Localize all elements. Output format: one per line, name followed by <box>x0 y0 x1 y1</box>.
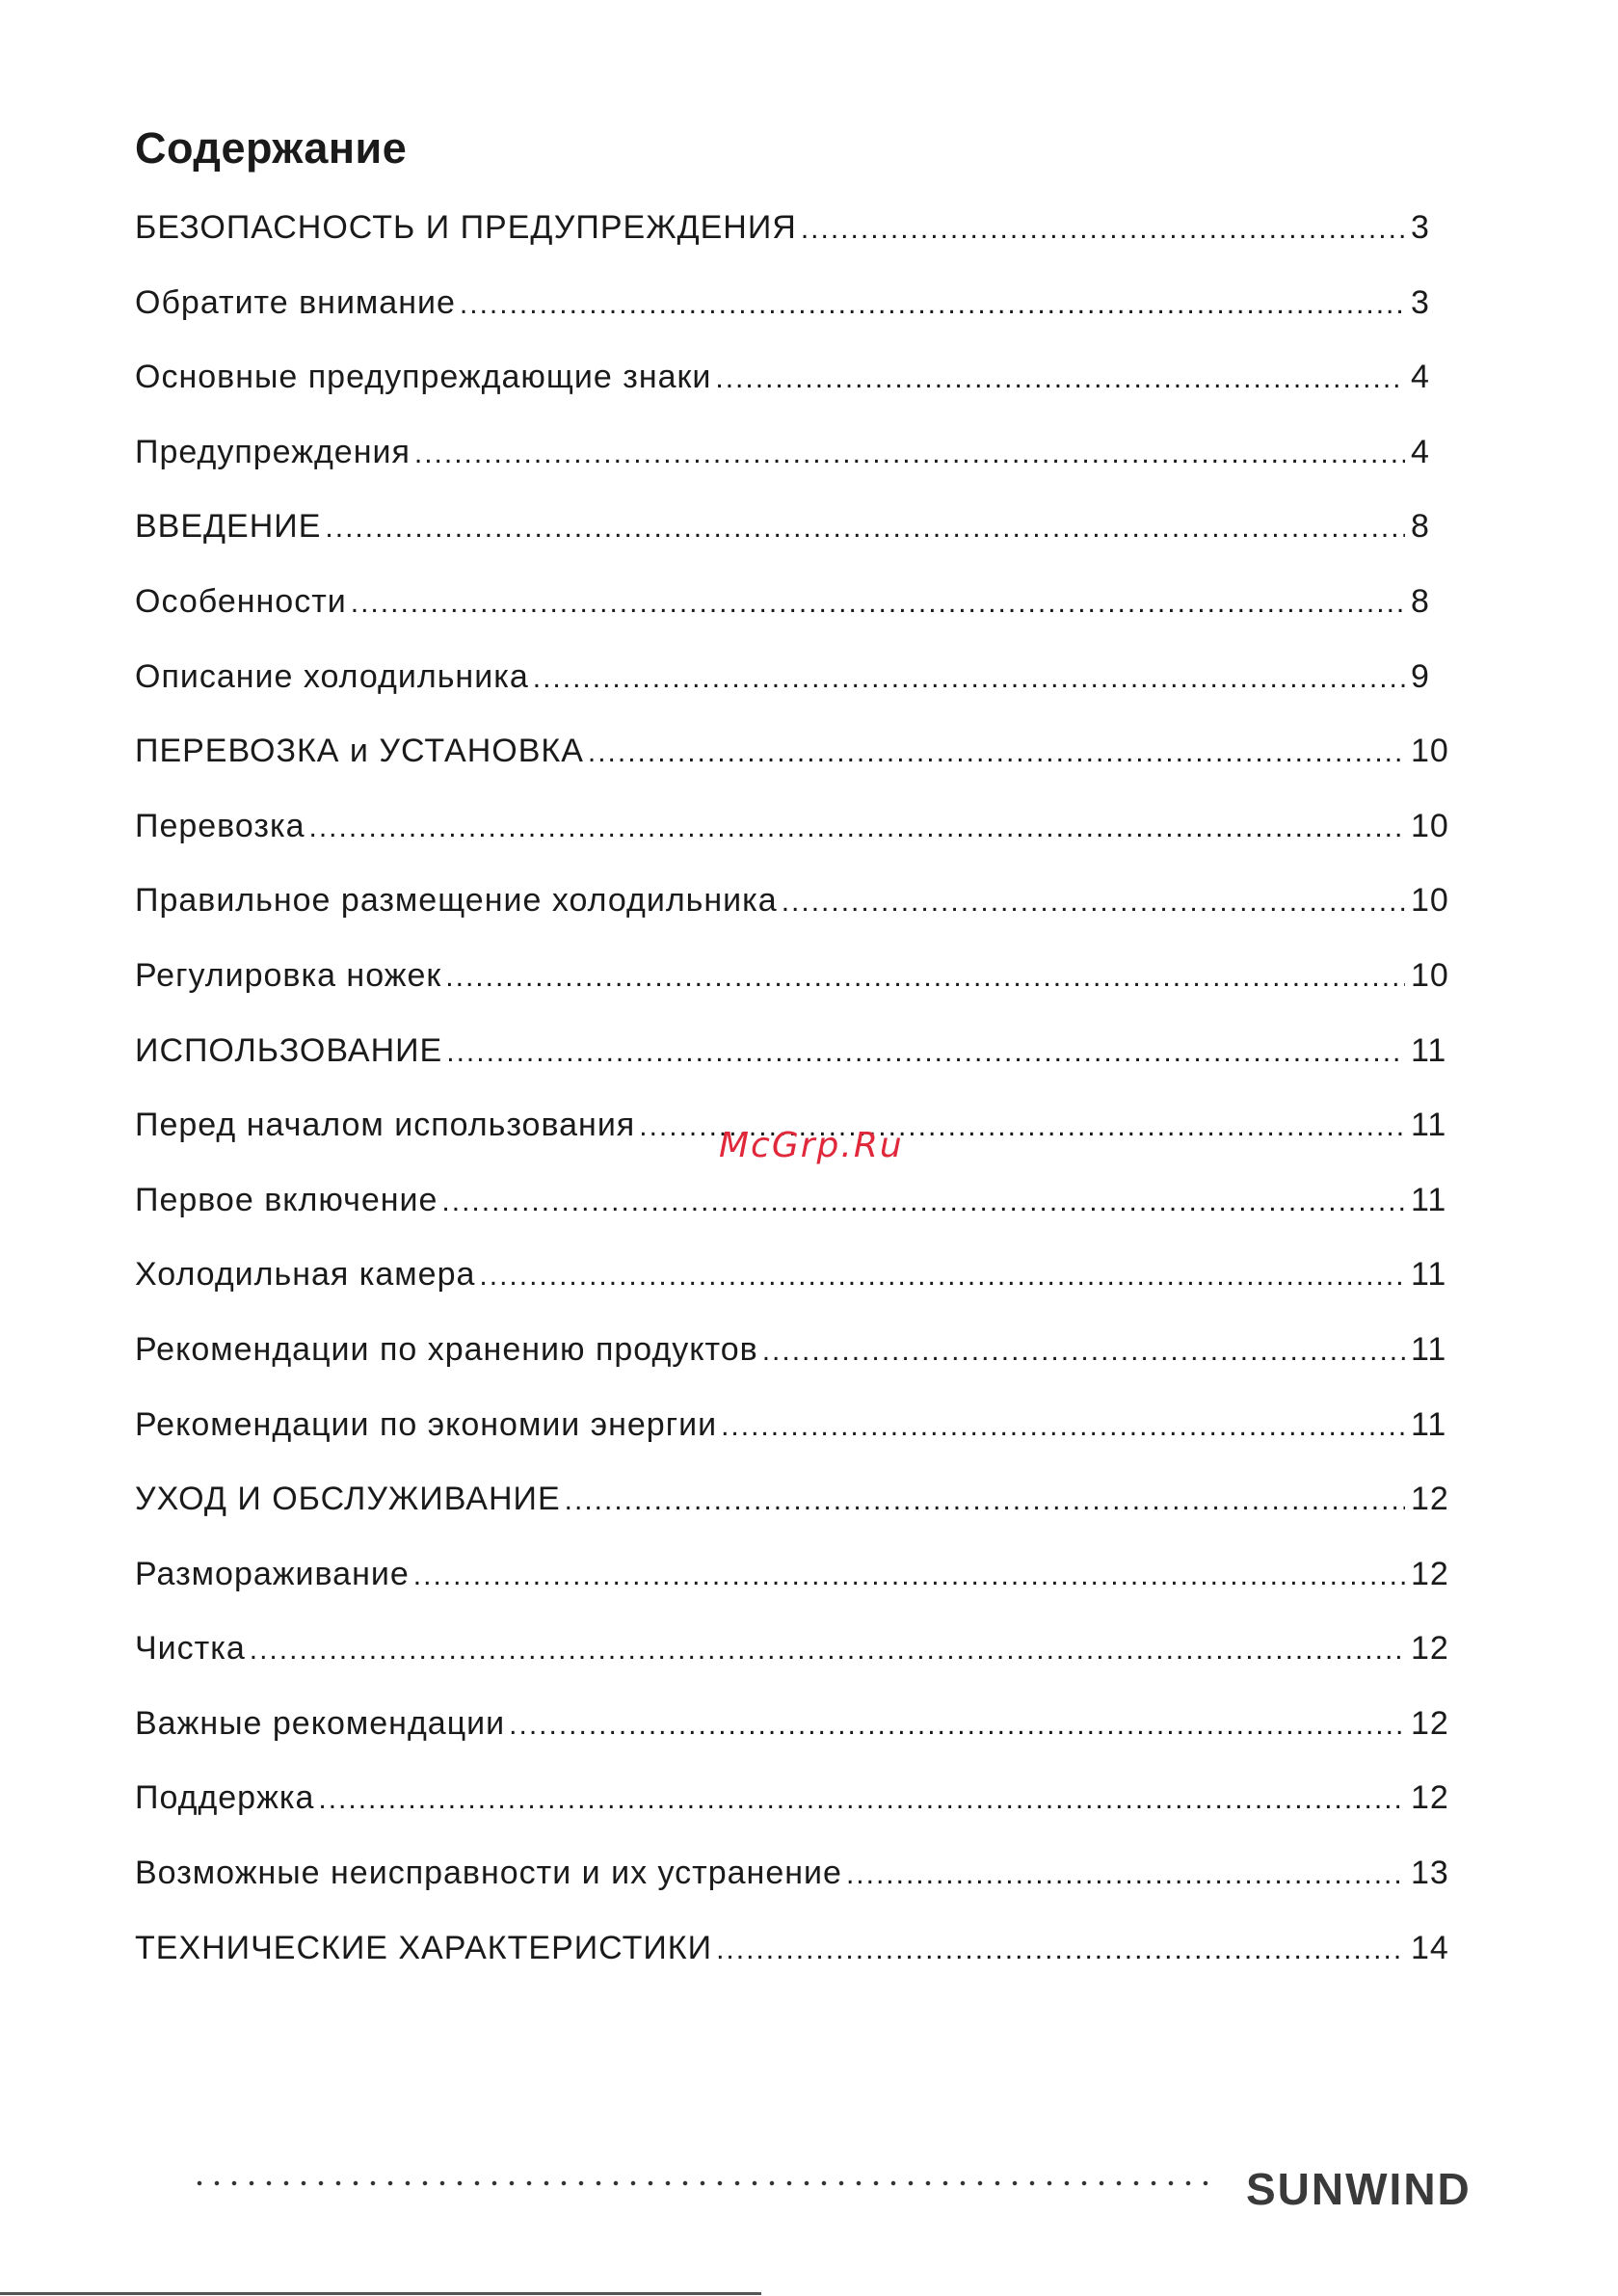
toc-entry-page-number: 12 <box>1411 1779 1449 1817</box>
toc-entry-page-number: 14 <box>1411 1929 1449 1966</box>
toc-entry[interactable] <box>135 508 1457 583</box>
toc-entry-label: Поддержка <box>135 1779 315 1817</box>
toc-entry-page-number: 8 <box>1411 582 1430 620</box>
toc-dot-leader <box>309 812 1406 844</box>
toc-entry[interactable] <box>135 808 1457 883</box>
toc-entry-page-number: 10 <box>1411 733 1449 770</box>
toc-entry-label: Чистка <box>135 1630 246 1668</box>
toc-entry-label: Предупреждения <box>135 433 411 470</box>
toc-entry-label: ВВЕДЕНИЕ <box>135 508 322 546</box>
toc-dot-leader <box>588 736 1405 769</box>
toc-entry[interactable] <box>135 882 1457 957</box>
toc-dot-leader <box>721 1410 1405 1443</box>
toc-entry-label: Регулировка ножек <box>135 956 442 994</box>
toc-entry[interactable] <box>135 1855 1457 1930</box>
toc-entry[interactable] <box>135 434 1457 509</box>
toc-entry-label: Обратите внимание <box>135 283 456 321</box>
toc-entry-page-number: 11 <box>1411 1256 1447 1294</box>
toc-entry[interactable] <box>135 359 1457 434</box>
toc-entry[interactable] <box>135 1779 1457 1855</box>
toc-entry-label: Важные рекомендации <box>135 1704 506 1742</box>
toc-entry-label: Правильное размещение холодильника <box>135 882 778 920</box>
toc-entry[interactable] <box>135 733 1457 808</box>
toc-dot-leader <box>715 362 1405 395</box>
toc-entry-page-number: 9 <box>1411 657 1430 695</box>
toc-entry-page-number: 4 <box>1411 433 1430 470</box>
toc-entry-label: БЕЗОПАСНОСТЬ И ПРЕДУПРЕЖДЕНИЯ <box>135 209 797 246</box>
toc-entry-page-number: 10 <box>1411 807 1449 844</box>
toc-entry-label: Размораживание <box>135 1555 410 1592</box>
toc-dot-leader <box>565 1484 1405 1517</box>
toc-dot-leader <box>318 1783 1405 1816</box>
toc-dot-leader <box>479 1260 1405 1293</box>
page-title: Содержание <box>135 123 408 173</box>
toc-entry-page-number: 11 <box>1411 1330 1447 1368</box>
toc-entry-page-number: 11 <box>1411 1031 1447 1069</box>
toc-dot-leader <box>445 961 1405 994</box>
toc-dot-leader <box>446 1036 1405 1069</box>
toc-entry-label: Особенности <box>135 582 347 620</box>
toc-entry-label: Перевозка <box>135 807 305 844</box>
toc-dot-leader <box>533 662 1405 695</box>
toc-entry[interactable] <box>135 1331 1457 1406</box>
toc-entry[interactable] <box>135 1556 1457 1631</box>
toc-entry[interactable] <box>135 1630 1457 1705</box>
toc-entry-label: ИСПОЛЬЗОВАНИЕ <box>135 1031 443 1069</box>
toc-dot-leader <box>782 886 1405 919</box>
toc-entry-page-number: 13 <box>1411 1855 1449 1892</box>
toc-entry-page-number: 10 <box>1411 956 1449 994</box>
toc-dot-leader <box>460 288 1405 321</box>
toc-entry[interactable] <box>135 1032 1457 1108</box>
toc-entry[interactable] <box>135 209 1457 284</box>
toc-entry[interactable] <box>135 284 1457 360</box>
toc-dot-leader <box>509 1709 1405 1742</box>
toc-entry[interactable] <box>135 1930 1457 2005</box>
toc-entry-label: Основные предупреждающие знаки <box>135 359 712 396</box>
toc-entry-label: Рекомендации по хранению продуктов <box>135 1330 758 1368</box>
toc-entry-page-number: 12 <box>1411 1704 1449 1742</box>
toc-entry[interactable] <box>135 1256 1457 1331</box>
toc-entry-page-number: 3 <box>1411 283 1430 321</box>
page-edge-line <box>0 2292 761 2295</box>
toc-entry-page-number: 12 <box>1411 1630 1449 1668</box>
toc-dot-leader <box>325 512 1405 545</box>
toc-entry[interactable] <box>135 1406 1457 1482</box>
table-of-contents <box>135 209 1457 2004</box>
toc-entry-label: Холодильная камера <box>135 1256 476 1294</box>
toc-entry-page-number: 8 <box>1411 508 1430 546</box>
toc-entry-label: ПЕРЕВОЗКА и УСТАНОВКА <box>135 733 584 770</box>
toc-entry-label: Описание холодильника <box>135 657 529 695</box>
toc-dot-leader <box>762 1335 1405 1368</box>
toc-entry-label: УХОД И ОБСЛУЖИВАНИЕ <box>135 1481 561 1518</box>
toc-entry-label: Первое включение <box>135 1181 438 1218</box>
toc-entry-label: Перед началом использования <box>135 1107 636 1144</box>
toc-entry-page-number: 11 <box>1411 1181 1447 1218</box>
toc-entry[interactable] <box>135 1182 1457 1257</box>
toc-entry-page-number: 12 <box>1411 1555 1449 1592</box>
toc-entry-label: Рекомендации по экономии энергии <box>135 1405 718 1443</box>
toc-entry[interactable] <box>135 957 1457 1032</box>
toc-dot-leader <box>716 1934 1405 1966</box>
toc-dot-leader <box>250 1634 1405 1667</box>
toc-entry[interactable] <box>135 658 1457 734</box>
toc-entry-page-number: 3 <box>1411 209 1430 246</box>
toc-entry-label: Возможные неисправности и их устранение <box>135 1855 842 1892</box>
toc-entry-page-number: 11 <box>1411 1405 1447 1443</box>
toc-dot-leader <box>414 438 1405 470</box>
toc-dot-leader <box>413 1560 1405 1592</box>
watermark: McGrp.Ru <box>719 1126 904 1165</box>
toc-dot-leader <box>846 1858 1405 1891</box>
toc-entry-page-number: 4 <box>1411 359 1430 396</box>
footer-divider <box>191 2180 1212 2186</box>
toc-entry-page-number: 10 <box>1411 882 1449 920</box>
toc-entry[interactable] <box>135 583 1457 658</box>
toc-dot-leader <box>801 213 1405 246</box>
brand-logo: SUNWIND <box>1246 2164 1472 2214</box>
toc-dot-leader <box>441 1186 1405 1218</box>
toc-entry-label: ТЕХНИЧЕСКИЕ ХАРАКТЕРИСТИКИ <box>135 1929 713 1966</box>
toc-dot-leader <box>351 587 1405 620</box>
toc-entry-page-number: 11 <box>1411 1107 1447 1144</box>
toc-entry-page-number: 12 <box>1411 1481 1449 1518</box>
toc-entry[interactable] <box>135 1481 1457 1556</box>
toc-entry[interactable] <box>135 1705 1457 1780</box>
